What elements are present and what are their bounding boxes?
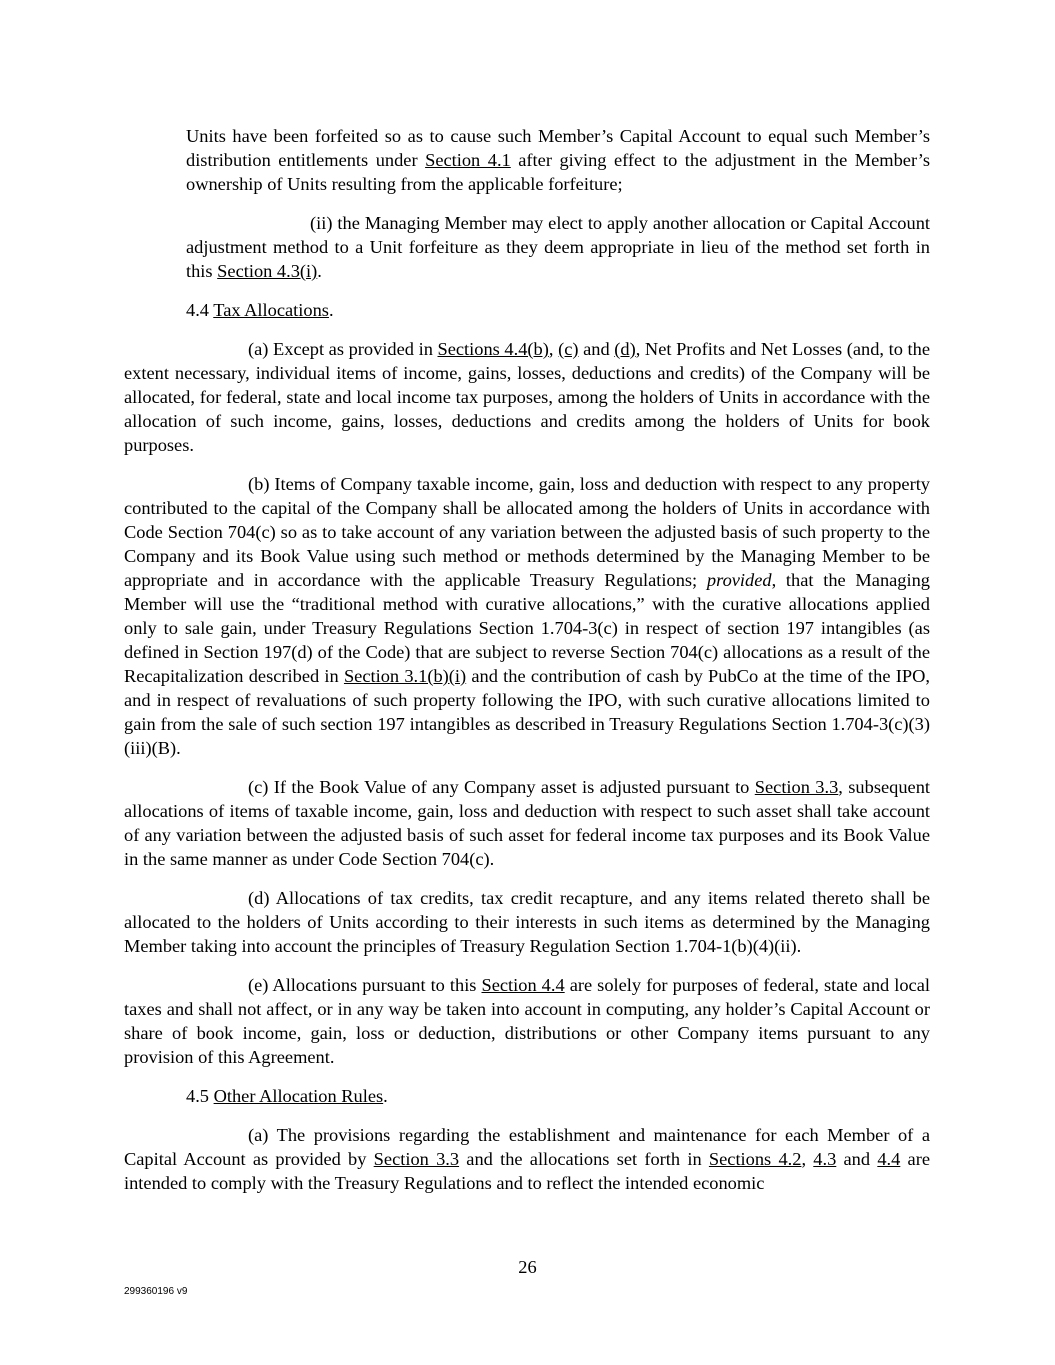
- text: ,: [801, 1149, 814, 1169]
- paragraph-4-4-d: [124, 886, 930, 958]
- text: after giving effect to the adjustment in the Member’s ownership of Units resulting from the applicable forfeiture;: [186, 150, 931, 194]
- text: , that the Managing Member will use the “traditional method with curative allocations,” with the curative allocations applied only to sale gain, under Treasury Regulations Section 1.704-3(c) in respect of section 197 intangibles (as defined in Section 197(d) of the Code) that are subject to reverse Section 704(c) allocations as a result of the Recapitalization described in: [124, 570, 930, 686]
- paragraph-4-4-c: [124, 775, 930, 871]
- text: (b) Items of Company taxable income, gain, loss and deduction with respect to any property contributed to the capital of the Company shall be allocated among the holders of Units in accordance with Code Section 704(c) so as to take account of any variation between the adjusted basis of such property to the Company and its Book Value using such method or methods determined by the Managing Member to be appropriate and in accordance with the applicable Treasury Regulations;: [124, 474, 930, 590]
- italic-term: provided: [706, 570, 772, 590]
- text: are intended to comply with the Treasury Regulations and to reflect the intended economic: [124, 1149, 930, 1193]
- paragraph-4-4-a: [124, 337, 930, 457]
- text: are solely for purposes of federal, state and local taxes and shall not affect, or in any way be taken into account in computing, any holder’s Capital Account or share of book income, gain, loss or deduction, distributions or other Company items pursuant to any provision of this Agreement.: [124, 975, 930, 1067]
- section-reference-link: (c): [558, 339, 579, 359]
- text: and the contribution of cash by PubCo at the time of the IPO, and in respect of revaluations of such property following the IPO, with such curative allocations limited to gain from the sale of such section 197 intangibles as described in Treasury Regulations Section 1.704-3(c)(3)(iii)(B).: [124, 666, 930, 758]
- section-heading-4-4: [186, 298, 930, 322]
- text: and: [836, 1149, 878, 1169]
- text: .: [317, 261, 322, 281]
- document-page: [124, 124, 930, 1210]
- text: Units have been forfeited so as to cause such Member’s Capital Account to equal such Member’s distribution entitlements under: [186, 126, 930, 170]
- section-reference-link: Section 3.3: [754, 777, 839, 797]
- text: and: [578, 339, 615, 359]
- section-title: Other Allocation Rules: [213, 1086, 384, 1106]
- paragraph-4-4-e: [124, 973, 930, 1069]
- section-reference-link: Section 3.1(b)(i): [343, 666, 467, 686]
- text: (a) The provisions regarding the establishment and maintenance for each Member of a Capital Account as provided by: [124, 1125, 930, 1169]
- text: (e) Allocations pursuant to this: [248, 975, 482, 995]
- paragraph-4-5-a: [124, 1123, 930, 1195]
- section-reference-link: Sections 4.2: [708, 1149, 802, 1169]
- text: , subsequent allocations of items of taxable income, gain, loss and deduction with respect to such asset shall take account of any variation between the adjusted basis of such asset for federal income tax purposes and its Book Value in the same manner as under Code Section 704(c).: [124, 777, 930, 869]
- text: .: [383, 1086, 388, 1106]
- text: ,: [548, 339, 559, 359]
- section-reference-link: Section 4.4: [481, 975, 565, 995]
- section-reference-link: Sections 4.4(b): [437, 339, 549, 359]
- text: (c) If the Book Value of any Company asset is adjusted pursuant to: [248, 777, 755, 797]
- text: (ii) the Managing Member may elect to apply another allocation or Capital Account adjustment method to a Unit forfeiture as they deem appropriate in lieu of the method set forth in this: [186, 213, 930, 281]
- section-title: Tax Allocations: [213, 300, 329, 320]
- paragraph-forfeiture-continuation: [186, 124, 930, 196]
- text: (a) Except as provided in: [248, 339, 438, 359]
- section-reference-link: Section 4.1: [425, 150, 511, 170]
- section-reference-link: 4.3: [813, 1149, 837, 1169]
- paragraph-forfeiture-ii: [186, 211, 930, 283]
- section-heading-4-5: [186, 1084, 930, 1108]
- paragraph-4-4-b: [124, 472, 930, 760]
- text: .: [328, 300, 334, 320]
- page-number: 26: [518, 1257, 537, 1277]
- section-reference-link: Section 4.3(i): [217, 261, 318, 281]
- document-id: 299360196 v9: [124, 1286, 188, 1297]
- section-reference-link: Section 3.3: [373, 1149, 460, 1169]
- section-number: 4.4: [186, 300, 214, 320]
- section-number: 4.5: [186, 1086, 214, 1106]
- section-reference-link: (d): [614, 339, 636, 359]
- text: , Net Profits and Net Losses (and, to the extent necessary, individual items of income, gains, losses, deductions and credits) of the Company will be allocated, for federal, state and local income tax purposes, among the holders of Units in accordance with the allocation of such income, gains, losses, deductions and credits among the holders of Units for book purposes.: [124, 339, 930, 455]
- text: and the allocations set forth in: [459, 1149, 709, 1169]
- section-reference-link: 4.4: [877, 1149, 901, 1169]
- text: (d) Allocations of tax credits, tax credit recapture, and any items related thereto shall be allocated to the holders of Units according to their interests in such items as determined by the Managing Member taking into account the principles of Treasury Regulation Section 1.704-1(b)(4)(ii).: [124, 888, 930, 956]
